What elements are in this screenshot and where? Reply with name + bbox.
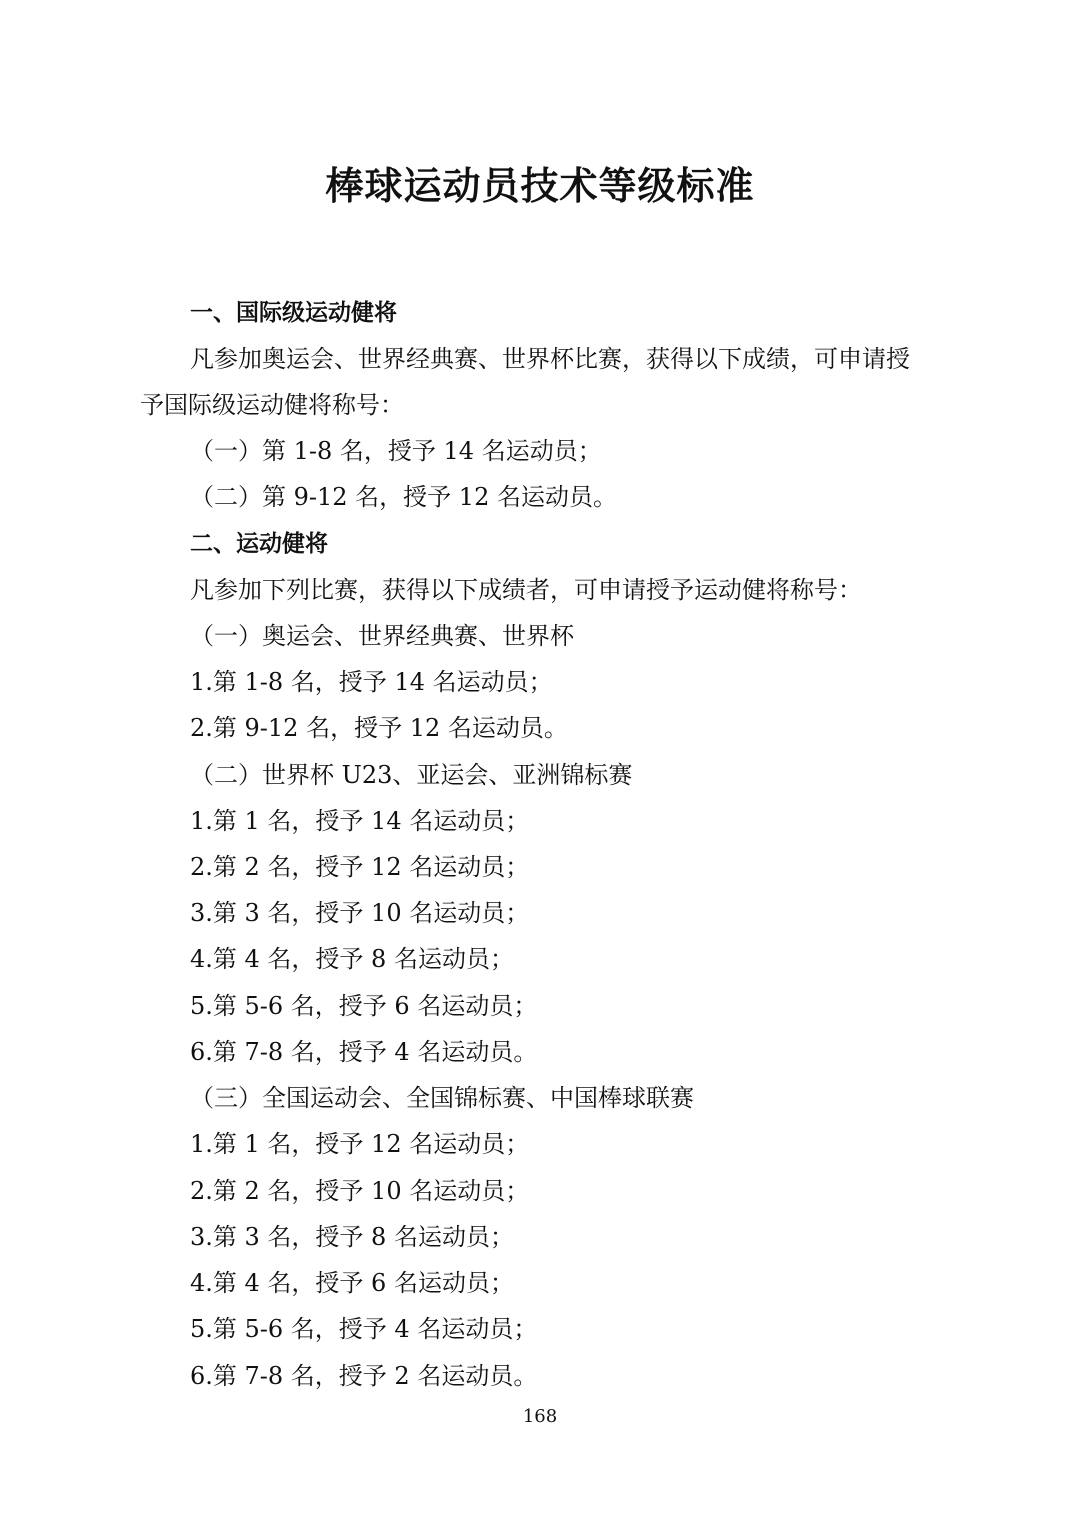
list-item: （二）第 9-12 名，授予 12 名运动员。: [190, 483, 617, 511]
subsection-heading: （二）世界杯 U23、亚运会、亚洲锦标赛: [190, 761, 633, 789]
list-item: （一）第 1-8 名，授予 14 名运动员；: [190, 437, 602, 465]
list-item: 1.第 1-8 名，授予 14 名运动员；: [190, 668, 553, 696]
section-heading-master: 二、运动健将: [190, 531, 328, 557]
list-item: 4.第 4 名，授予 8 名运动员；: [190, 945, 514, 973]
list-item: 1.第 1 名，授予 14 名运动员；: [190, 807, 530, 835]
list-item: 5.第 5-6 名，授予 6 名运动员；: [190, 992, 538, 1020]
paragraph-line: 予国际级运动健将称号：: [140, 391, 404, 419]
list-item: 1.第 1 名，授予 12 名运动员；: [190, 1130, 530, 1158]
list-item: 6.第 7-8 名，授予 4 名运动员。: [190, 1038, 538, 1066]
section-heading-international: 一、国际级运动健将: [190, 300, 397, 326]
list-item: 5.第 5-6 名，授予 4 名运动员；: [190, 1315, 538, 1343]
list-item: 4.第 4 名，授予 6 名运动员；: [190, 1269, 514, 1297]
page-number: 168: [522, 1406, 558, 1427]
list-item: 2.第 2 名，授予 10 名运动员；: [190, 1177, 530, 1205]
list-item: 2.第 9-12 名，授予 12 名运动员。: [190, 714, 568, 742]
list-item: 6.第 7-8 名，授予 2 名运动员。: [190, 1362, 538, 1390]
document-title: 棒球运动员技术等级标准: [325, 163, 755, 208]
list-item: 3.第 3 名，授予 8 名运动员；: [190, 1223, 514, 1251]
list-item: 2.第 2 名，授予 12 名运动员；: [190, 853, 530, 881]
paragraph-line: 凡参加下列比赛，获得以下成绩者，可申请授予运动健将称号：: [190, 576, 862, 604]
subsection-heading: （一）奥运会、世界经典赛、世界杯: [190, 622, 574, 650]
subsection-heading: （三）全国运动会、全国锦标赛、中国棒球联赛: [190, 1084, 694, 1112]
list-item: 3.第 3 名，授予 10 名运动员；: [190, 899, 530, 927]
paragraph-line: 凡参加奥运会、世界经典赛、世界杯比赛，获得以下成绩，可申请授: [190, 345, 910, 373]
